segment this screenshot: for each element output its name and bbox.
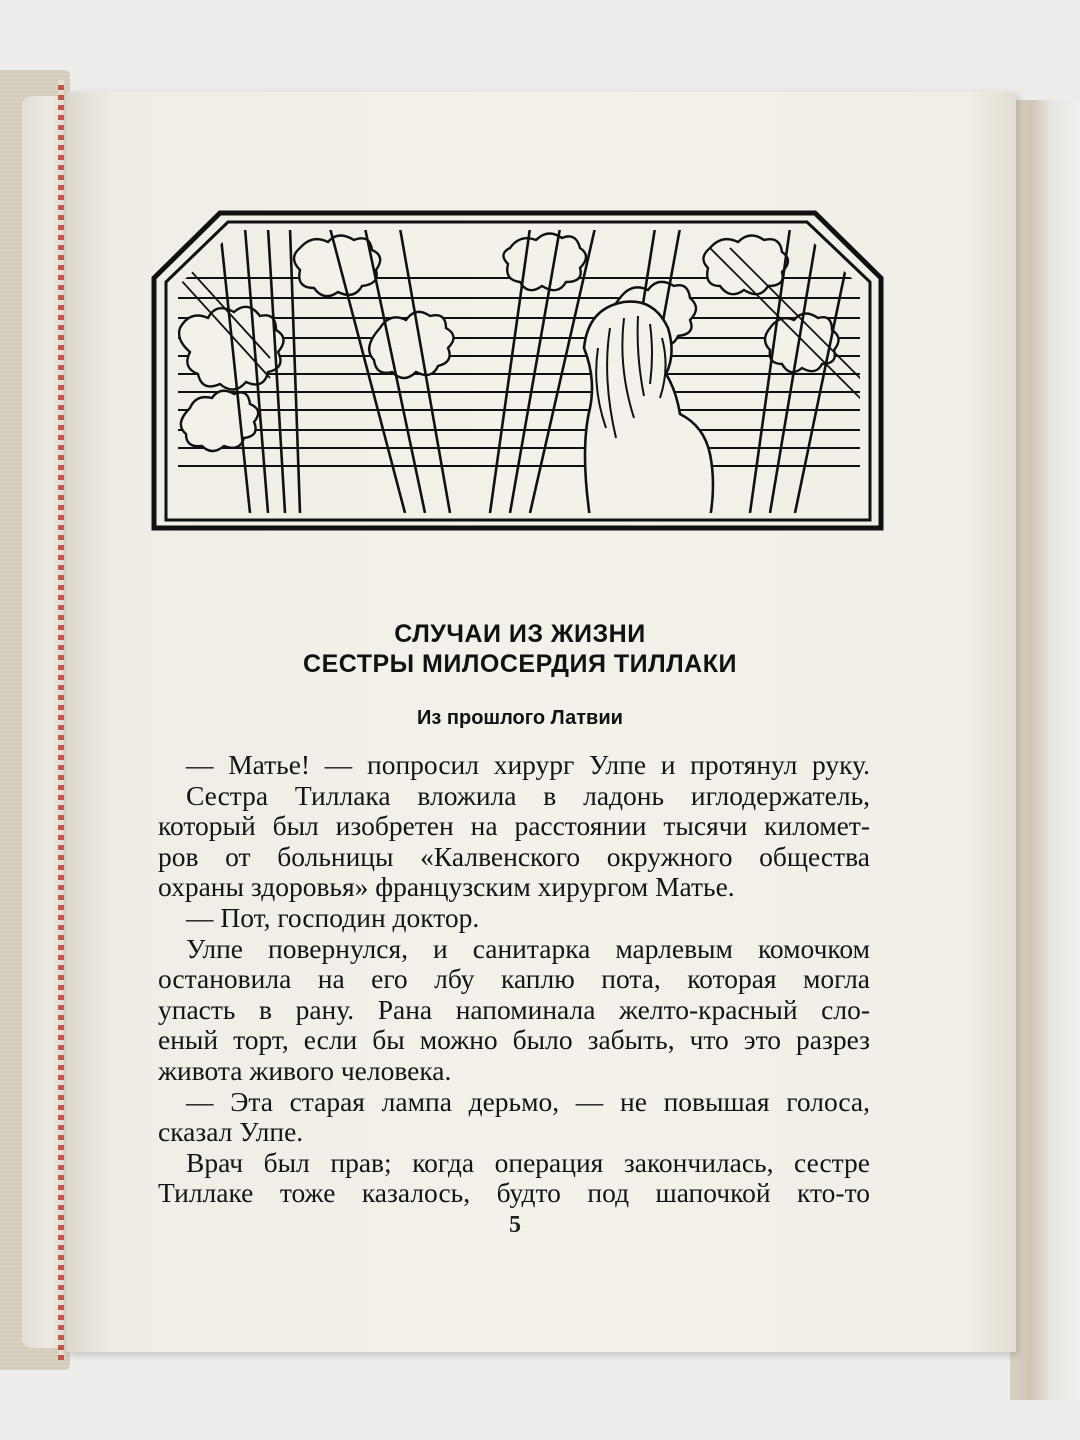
- text-line: — Матье! — попросил хирург Улпе и протянул руку.: [186, 750, 870, 780]
- text-line: сказал Улпе.: [158, 1117, 304, 1148]
- spine-thread: [58, 80, 64, 1360]
- chapter-title-line-1: СЛУЧАИ ИЗ ЖИЗНИ: [394, 620, 646, 648]
- text-line: ров от больницы «Калвенского окружного общества: [158, 841, 870, 872]
- text-line: который был изобретен на расстоянии тысячи километ-: [158, 811, 870, 842]
- body-text: [158, 750, 870, 1209]
- chapter-subtitle: Из прошлого Латвии: [417, 707, 623, 729]
- text-line: — Пот, господин доктор.: [186, 902, 480, 933]
- text-line: Улпе повернулся, и санитарка марлевым комочком: [186, 933, 870, 964]
- text-line: Врач был прав; когда операция закончилась, сестре: [186, 1147, 870, 1178]
- chapter-illustration: [150, 208, 885, 533]
- text-line: Тиллаке тоже казалось, будто под шапочкой кто-то: [158, 1178, 870, 1209]
- page-number: 5: [509, 1212, 521, 1238]
- chapter-title-line-2: СЕСТРЫ МИЛОСЕРДИЯ ТИЛЛАКИ: [303, 650, 737, 678]
- text-line: остановила на его лбу каплю пота, которая могла: [158, 964, 870, 995]
- text-line: охраны здоровья» французским хирургом Матье.: [158, 872, 735, 903]
- text-line: Сестра Тиллака вложила в ладонь иглодержатель,: [186, 780, 870, 811]
- text-line: еный торт, если бы можно было забыть, что это разрез: [158, 1025, 870, 1056]
- text-line: — Эта старая лампа дерьмо, — не повышая голоса,: [186, 1086, 870, 1117]
- text-line: упасть в рану. Рана напоминала желто-красный сло-: [158, 994, 870, 1025]
- background-table: [1010, 100, 1080, 1400]
- text-line: живота живого человека.: [158, 1055, 452, 1086]
